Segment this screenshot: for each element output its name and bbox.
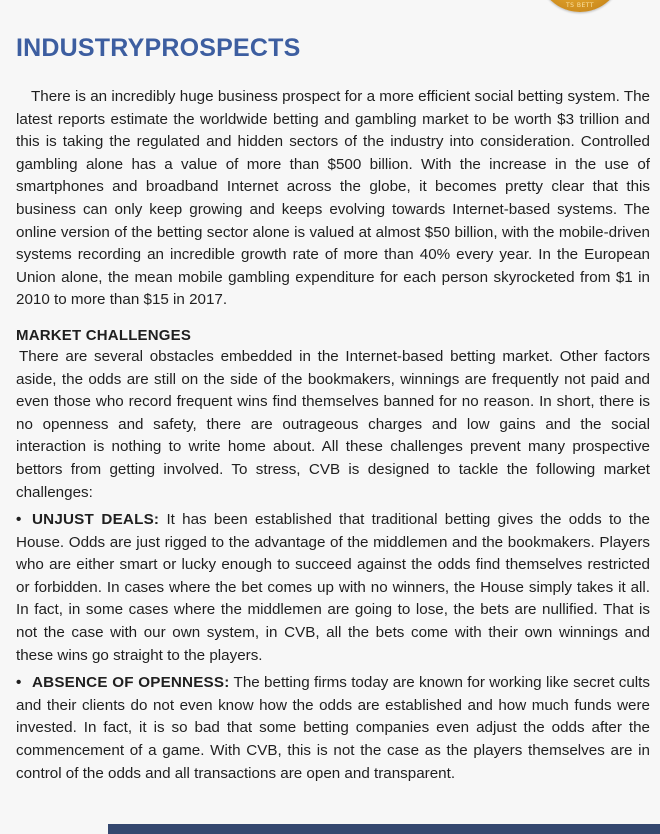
market-challenges-heading: MARKET CHALLENGES [16,326,192,344]
document-body [16,86,650,785]
market-challenges-paragraph: There are several obstacles embedded in the Internet-based betting market. Other factors aside, the odds are still on the side of the bookmakers, winnings are frequently not paid and even those who record frequent wins find themselves banned for no reason. In short, there is no openness and safety, there are outrageous charges and low gains and the social interaction is nothing to write home about. All these challenges prevent many prospective bettors from getting involved. To stress, CVB is designed to tackle the following market challenges: [16,347,650,501]
bullet-marker: • [16,674,22,692]
bullet-marker: • [16,511,22,529]
page-title: INDUSTRYPROSPECTS [16,34,301,62]
bullet-text: It has been established that traditional betting gives the odds to the House. Odds are just rigged to the advantage of the middlemen and the bookmakers. Players who are either smart or lucky enough to succeed against the odds find themselves restricted or forbidden. In cases where the bet comes up with no winners, the House simply takes it all. In fact, in some cases where the middlemen are going to lose, the bets are nullified. That is not the case with our own system, in CVB, all the bets come with their own winnings and these wins go straight to the players. [16,511,650,664]
coin-logo-text: TS BETT [565,2,594,9]
footer-bar [108,824,660,834]
coin-logo [540,0,620,12]
bullet-unjust-deals [16,509,650,667]
bullet-text: The betting firms today are known for working like secret cults and their clients do not even know how the odds are established and how much funds were invested. In fact, it is so bad that some betting companies even adjust the odds after the commencement of a game. With CVB, this is not the case as the players themselves are in control of the odds and all transactions are open and transparent. [16,674,650,782]
bullet-label: UNJUST DEALS: [32,511,160,529]
intro-paragraph: There is an incredibly huge business prospect for a more efficient social betting system. The latest reports estimate the worldwide betting and gambling market to be worth $3 trillion and this is taking the regulated and hidden sectors of the industry into consideration. Controlled gambling alone has a value of more than $500 billion. With the increase in the use of smartphones and broadband Internet across the globe, it becomes pretty clear that this business can only keep growing and keeps evolving towards Internet-based systems. The online version of the betting sector alone is valued at almost $50 billion, with the mobile-driven systems recording an incredible growth rate of more than 40% every year. In the European Union alone, the mean mobile gambling expenditure for each person skyrocketed from $1 in 2010 to more than $15 in 2017. [16,88,650,309]
bullet-absence-of-openness [16,672,650,785]
bullet-label: ABSENCE OF OPENNESS: [32,674,230,692]
